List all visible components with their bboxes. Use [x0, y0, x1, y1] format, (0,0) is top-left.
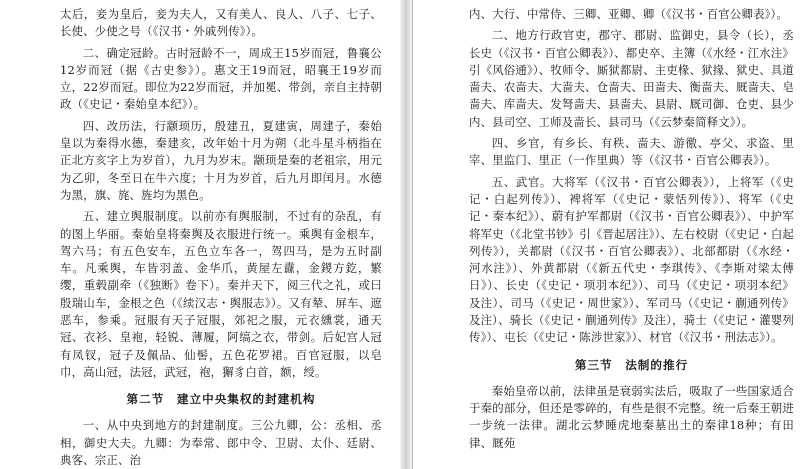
book-gutter: [400, 0, 412, 469]
right-section-heading: 第三节 法制的推行: [574, 357, 689, 372]
left-section-heading: 第二节 建立中央集权的封建机构: [126, 392, 316, 407]
right-paragraph-3: 四、乡官，有乡长、有秩、啬夫、游徼、亭父、求盗、里宰、里监门、里正（一作里典）等（《汉书・百官公卿表》）。: [469, 136, 794, 168]
left-page: [0, 0, 400, 469]
left-paragraph-1: 太后，妾为皇后，妾为夫人，又有美人、良人、八子、七子、长使、少使之号（《汉书・外戚列传》）。: [60, 7, 382, 39]
left-paragraph-4: 五、建立舆服制度。以前亦有舆服制，不过有的杂乱，有的图上华丽。秦始皇将秦舆及衣服进行统一。乘舆有金根车，驾六马；有五色安车，五色立车各一，驾四马，是为五时副车。凡乘舆，车皆羽盖、金华爪，黄屋左纛，金鍐方釳，繁缨，重毂副牵（《独断》卷下）。秦并天下，阅三代之礼，或曰殷瑞山车，金根之色（《续汉志・舆服志》）。又有辇、屏车、遮恶车，参乘。冠服有天子冠服，郊祀之服，元衣纁裳，通天冠、衣衫、皇袍，轻锐、薄履，阿缟之衣，带剑。后妃宫人冠有凤钗，冠子及佩品、仙髻，五色花罗裙。百官冠服，以皂巾，高山冠，法冠，武冠，袍，獬豸白首，额，绶。: [60, 209, 382, 379]
right-paragraph-4: 五、武官。大将军（《汉书・百官公卿表》），上将军（《史记・白起列传》）、裨将军（《史记・蒙恬列传》）、将军（《史记・秦本纪》）、蔚有护军都尉（《汉书・百官公卿表》）、中护军将军史（《北堂书钞》引《晋起居注》）、左右校尉（《史记・白起列传》），关都尉（《汉书・百官公卿表》）、北部都尉（《水经・河水注》）、外黄都尉（《新五代史・李琪传》、《李斯对梁太傅日》）、长史（《史记・项羽本纪》）、司马（《史记・项羽本纪》及注）、司马（《史记・周世家》）、军司马（《史记・蒯通列传》及注）、骑长（《史记・蒯通列传》及注），骑士（《史记・灌婴列传》）、屯长（《史记・陈涉世家》）、材官（《汉书・刑法志》）。: [469, 174, 794, 345]
right-paragraph-5: 秦始皇帝以前，法律虽是衰弱实法后，吸取了一些国家适合于秦的部分，但还是零碎的，有些是很不完整。统一后秦王朝进一步统一法律。湖北云梦睡虎地秦墓出土的秦律18种；有田律、厩苑: [469, 383, 794, 450]
right-paragraph-1: 内、大行、中常侍、三卿、亚卿、卿（《汉书・百官公卿表》）。: [469, 7, 789, 21]
right-page: [412, 0, 808, 469]
left-paragraph-3: 四、改历法，行颛顼历，殷建丑，夏建寅，周建子，秦始皇以为秦得水德，秦建亥，改年始十月为朔（北斗星斗柄指在正北方亥字上为岁首），九月为岁末。颛顼是秦的老祖宗，用元为乙卯，冬至日在牛六度；十月为岁首，后九月即闰月。水德为黑，旗、旄、旌均为黑色。: [60, 118, 382, 202]
left-paragraph-2: 二、确定冠龄。古时冠龄不一，周成王15岁而冠，鲁襄公12岁而冠（据《古史参》）。惠文王19而冠，昭襄王19岁而立，22岁而冠。即位为22岁而冠，并加冕、带剑，亲自主持朝政（《史记・秦始皇本纪》）。: [60, 45, 382, 112]
left-paragraph-5: 一、从中央到地方的封建制度。三公九卿，公：丞相、丞相，御史大夫。九卿：为奉常、郎中令、卫尉、太仆、廷尉、典客、宗正、治: [60, 418, 382, 467]
right-paragraph-2: 二、地方行政官吏，郡守、郡尉、监御史，县令（长），丞长史（《汉书・百官公卿表》）、都史卒、主簿（《水经・江水注》引《风俗通》）、牧师令、厮狱都尉、主吏椽、狱掾、狱史、具道啬夫、农啬夫、大啬夫、仓啬夫、田啬夫、衡啬夫、厩啬夫、皂啬夫、库啬夫、发弩啬夫、县啬夫、县尉、厩司御、仓吏、县少内、县司空、工师及啬长、县司马（《云梦秦简释文》）。: [469, 28, 794, 129]
